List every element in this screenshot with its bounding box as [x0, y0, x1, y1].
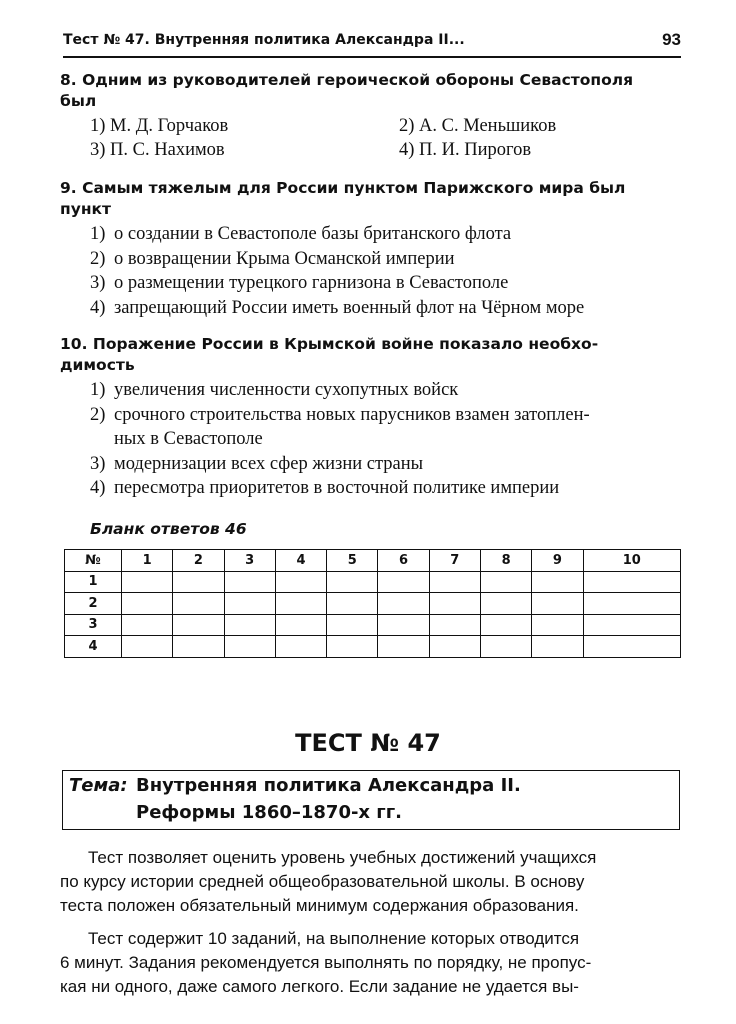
row-label: 2	[65, 593, 122, 615]
option-item	[60, 296, 684, 321]
answer-cell[interactable]	[480, 614, 531, 636]
option-number: 1)	[90, 116, 106, 136]
answer-cell[interactable]	[275, 571, 326, 593]
option-item	[399, 138, 531, 163]
answer-cell[interactable]	[378, 614, 429, 636]
answer-cell[interactable]	[275, 636, 326, 658]
answer-cell[interactable]	[583, 571, 680, 593]
option-item	[60, 271, 684, 296]
options-list	[60, 222, 684, 320]
option-text: о создании в Севастополе базы британского флота	[114, 224, 512, 244]
question-title-line: 8. Одним из руководителей героической обороны Севастополя	[60, 71, 634, 89]
answer-cell[interactable]	[173, 636, 224, 658]
page-number: 93	[662, 30, 681, 49]
answer-cell[interactable]	[429, 571, 480, 593]
intro-paragraph-2	[60, 927, 682, 999]
option-number: 4)	[90, 297, 106, 318]
answer-cell[interactable]	[378, 571, 429, 593]
intro-paragraph-1	[60, 846, 682, 918]
theme-box	[62, 770, 680, 830]
answer-cell[interactable]	[224, 636, 275, 658]
option-number: 3)	[90, 273, 106, 293]
row-label: 4	[65, 636, 122, 658]
option-item	[60, 247, 684, 272]
option-text: П. С. Нахимов	[110, 140, 225, 160]
question-10	[60, 334, 684, 501]
option-text: о размещении турецкого гарнизона в Севастополе	[114, 273, 509, 293]
question-title-line: пункт	[60, 200, 112, 218]
options-list	[60, 378, 684, 501]
option-item	[90, 138, 225, 163]
table-row	[65, 593, 681, 615]
option-number: 1)	[90, 224, 106, 244]
column-header: 10	[583, 550, 680, 572]
answer-cell[interactable]	[173, 614, 224, 636]
answer-cell[interactable]	[122, 614, 173, 636]
answer-cell[interactable]	[122, 571, 173, 593]
answer-cell[interactable]	[532, 614, 583, 636]
answer-cell[interactable]	[224, 614, 275, 636]
option-item	[60, 403, 684, 452]
option-number: 3)	[90, 140, 106, 160]
column-header: 9	[532, 550, 583, 572]
option-text-line: ных в Севастополе	[114, 429, 263, 449]
theme-label: Тема:	[69, 775, 128, 796]
answer-cell[interactable]	[327, 636, 378, 658]
option-item	[60, 452, 684, 477]
paragraph-line: Тест позволяет оценить уровень учебных достижений учащихся	[88, 848, 597, 867]
option-text: о возвращении Крыма Османской империи	[114, 248, 455, 269]
option-number: 4)	[399, 140, 415, 160]
answer-cell[interactable]	[378, 593, 429, 615]
answer-cell[interactable]	[532, 571, 583, 593]
option-text: А. С. Меньшиков	[419, 116, 557, 136]
answer-cell[interactable]	[583, 593, 680, 615]
answer-cell[interactable]	[224, 571, 275, 593]
answer-cell[interactable]	[532, 593, 583, 615]
theme-line: Реформы 1860–1870-х гг.	[136, 802, 402, 823]
column-header: 4	[275, 550, 326, 572]
option-number: 2)	[90, 404, 106, 425]
answer-cell[interactable]	[429, 636, 480, 658]
question-title	[60, 178, 684, 220]
option-number: 2)	[399, 116, 415, 136]
question-title-line: 10. Поражение России в Крымской войне показало необхо-	[60, 335, 599, 353]
option-number: 1)	[90, 380, 106, 400]
running-header	[63, 30, 681, 58]
answer-cell[interactable]	[224, 593, 275, 615]
answer-cell[interactable]	[429, 593, 480, 615]
theme-line: Внутренняя политика Александра II.	[136, 775, 521, 796]
answer-cell[interactable]	[275, 614, 326, 636]
answer-cell[interactable]	[378, 636, 429, 658]
row-label: 1	[65, 571, 122, 593]
option-text-line: срочного строительства новых парусников взамен затоплен-	[114, 404, 590, 425]
option-item	[90, 114, 228, 139]
option-number: 4)	[90, 478, 106, 498]
question-title	[60, 70, 684, 112]
option-number: 3)	[90, 453, 106, 474]
answer-cell[interactable]	[583, 636, 680, 658]
answer-sheet-table	[64, 549, 681, 658]
paragraph-line: теста положен обязательный минимум содержания образования.	[60, 896, 579, 915]
answer-cell[interactable]	[327, 571, 378, 593]
column-header: 8	[480, 550, 531, 572]
column-header: 6	[378, 550, 429, 572]
column-header: 5	[327, 550, 378, 572]
column-header: 7	[429, 550, 480, 572]
option-text: П. И. Пирогов	[419, 140, 532, 160]
option-item	[60, 476, 684, 501]
answer-cell[interactable]	[429, 614, 480, 636]
answer-cell[interactable]	[480, 593, 531, 615]
paragraph-line: кая ни одного, даже самого легкого. Если задание не удается вы-	[60, 977, 579, 996]
option-number: 2)	[90, 248, 106, 269]
column-header: №	[65, 550, 122, 572]
answer-cell[interactable]	[532, 636, 583, 658]
answer-cell[interactable]	[122, 593, 173, 615]
question-9	[60, 178, 684, 320]
paragraph-line: Тест содержит 10 заданий, на выполнение которых отводится	[88, 929, 580, 948]
answer-sheet-title: Бланк ответов 46	[90, 520, 247, 538]
header-title: Тест № 47. Внутренняя политика Александра II...	[63, 32, 465, 48]
answer-cell[interactable]	[173, 571, 224, 593]
option-text: запрещающий России иметь военный флот на Чёрном море	[114, 297, 585, 318]
column-header: 1	[122, 550, 173, 572]
column-header: 3	[224, 550, 275, 572]
column-header: 2	[173, 550, 224, 572]
option-text: пересмотра приоритетов в восточной политике империи	[114, 478, 560, 498]
table-row	[65, 571, 681, 593]
option-item	[60, 378, 684, 403]
answer-cell[interactable]	[173, 593, 224, 615]
options-grid	[60, 114, 684, 163]
answer-cell[interactable]	[480, 571, 531, 593]
answer-cell[interactable]	[275, 593, 326, 615]
option-text: модернизации всех сфер жизни страны	[114, 453, 424, 474]
option-item	[399, 114, 556, 139]
test-heading: ТЕСТ № 47	[295, 729, 441, 757]
option-text: М. Д. Горчаков	[110, 116, 229, 136]
table-row	[65, 614, 681, 636]
answer-cell[interactable]	[122, 636, 173, 658]
answer-cell[interactable]	[327, 614, 378, 636]
option-text: увеличения численности сухопутных войск	[114, 380, 459, 400]
question-title-line: 9. Самым тяжелым для России пунктом Парижского мира был	[60, 179, 626, 197]
option-item	[60, 222, 684, 247]
row-label: 3	[65, 614, 122, 636]
answer-cell[interactable]	[583, 614, 680, 636]
question-title-line: димость	[60, 356, 135, 374]
table-header-row	[65, 550, 681, 572]
question-8	[60, 70, 684, 163]
question-title	[60, 334, 684, 376]
paragraph-line: 6 минут. Задания рекомендуется выполнять по порядку, не пропус-	[60, 953, 592, 972]
table-row	[65, 636, 681, 658]
question-title-line: был	[60, 92, 97, 110]
answer-cell[interactable]	[327, 593, 378, 615]
paragraph-line: по курсу истории средней общеобразовательной школы. В основу	[60, 872, 585, 891]
answer-cell[interactable]	[480, 636, 531, 658]
